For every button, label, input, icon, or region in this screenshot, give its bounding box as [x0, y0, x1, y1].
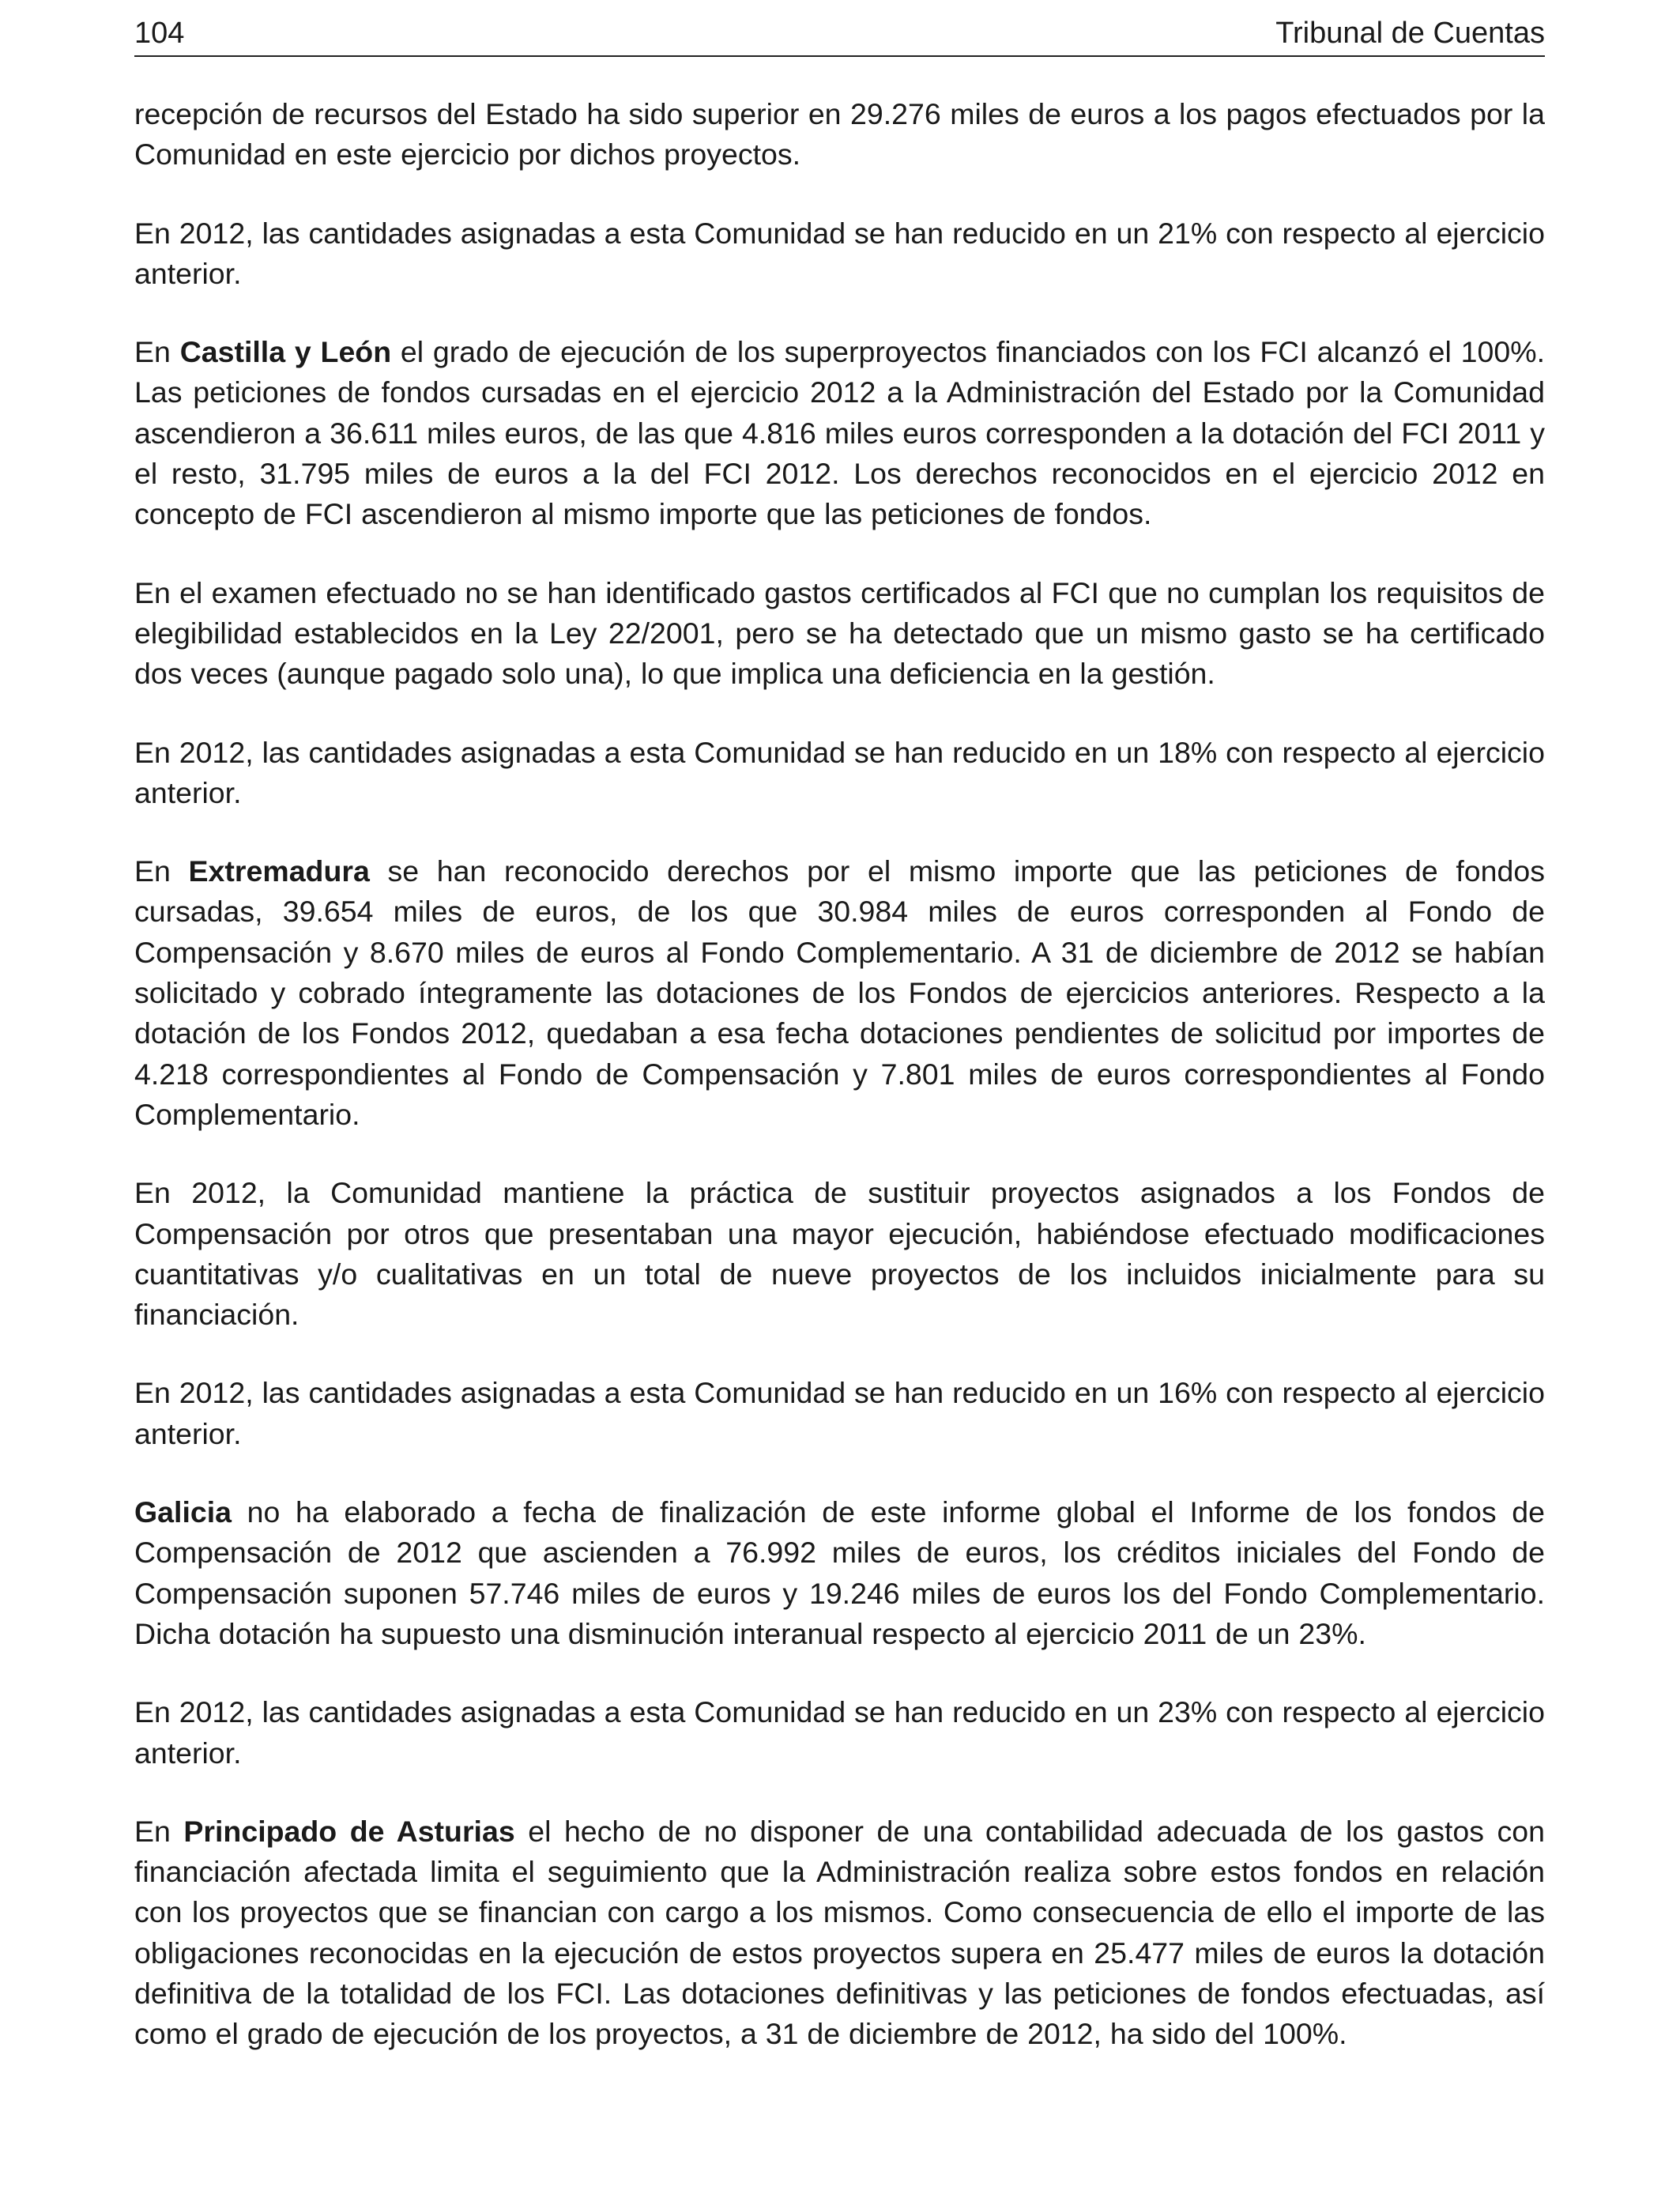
region-name: Castilla y León — [179, 335, 392, 369]
paragraph: En 2012, las cantidades asignadas a esta Comunidad se han reducido en un 23% con respecto al ejercicio anterior. — [134, 1695, 1545, 1770]
paragraph: recepción de recursos del Estado ha sido superior en 29.276 miles de euros a los pagos efectuados por la Comunidad en este ejercicio por dichos proyectos. — [134, 97, 1545, 172]
running-title: Tribunal de Cuentas — [1275, 17, 1545, 50]
region-name: Galicia — [134, 1495, 232, 1529]
region-name: Principado de Asturias — [183, 1814, 515, 1848]
paragraph: En Castilla y León el grado de ejecución de los superproyectos financiados con los FCI alcanzó el 100%. Las peticiones de fondos cursadas en el ejercicio 2012 a la Administración del Estado por la Comunidad ascendieron a 36.611 miles euros, de las que 4.816 miles euros corresponden a la dotación del FCI 2011 y el resto, 31.795 miles de euros a la del FCI 2012. Los derechos reconocidos en el ejercicio 2012 en concepto de FCI ascendieron al mismo importe que las peticiones de fondos. — [134, 335, 1545, 531]
paragraph: En 2012, las cantidades asignadas a esta Comunidad se han reducido en un 16% con respecto al ejercicio anterior. — [134, 1376, 1545, 1450]
paragraph: Galicia no ha elaborado a fecha de finalización de este informe global el Informe de los fondos de Compensación de 2012 que ascienden a 76.992 miles de euros, los créditos iniciales del Fondo de Compensación suponen 57.746 miles de euros y 19.246 miles de euros los del Fondo Complementario. Dicha dotación ha supuesto una disminución interanual respecto al ejercicio 2011 de un 23%. — [134, 1495, 1545, 1650]
paragraph: En Principado de Asturias el hecho de no disponer de una contabilidad adecuada de los gastos con financiación afectada limita el seguimiento que la Administración realiza sobre estos fondos en relación con los proyectos que se financian con cargo a los mismos. Como consecuencia de ello el importe de las obligaciones reconocidas en la ejecución de estos proyectos supera en 25.477 miles de euros la dotación definitiva de la totalidad de los FCI. Las dotaciones definitivas y las peticiones de fondos efectuadas, así como el grado de ejecución de los proyectos, a 31 de diciembre de 2012, ha sido del 100%. — [134, 1814, 1546, 2051]
paragraph: En Extremadura se han reconocido derechos por el mismo importe que las peticiones de fondos cursadas, 39.654 miles de euros, de los que 30.984 miles de euros corresponden al Fondo de Compensación y 8.670 miles de euros al Fondo Complementario. A 31 de diciembre de 2012 se habían solicitado y cobrado íntegramente las dotaciones de los Fondos de ejercicios anteriores. Respecto a la dotación de los Fondos 2012, quedaban a esa fecha dotaciones pendientes de solicitud por importes de 4.218 correspondientes al Fondo de Compensación y 7.801 miles de euros correspondientes al Fondo Complementario. — [134, 854, 1545, 1131]
page-number: 104 — [134, 17, 185, 50]
paragraph: En 2012, las cantidades asignadas a esta Comunidad se han reducido en un 18% con respecto al ejercicio anterior. — [134, 735, 1545, 809]
body-text — [134, 94, 1545, 2093]
paragraph: En 2012, la Comunidad mantiene la práctica de sustituir proyectos asignados a los Fondos de Compensación por otros que presentaban una mayor ejecución, habiéndose efectuado modificaciones cuantitativas y/o cualitativas en un total de nueve proyectos de los incluidos inicialmente para su financiación. — [134, 1176, 1545, 1332]
page-header — [134, 11, 1545, 57]
paragraph: En el examen efectuado no se han identificado gastos certificados al FCI que no cumplan los requisitos de elegibilidad establecidos en la Ley 22/2001, pero se ha detectado que un mismo gasto se ha certificado dos veces (aunque pagado solo una), lo que implica una deficiencia en la gestión. — [134, 575, 1545, 691]
paragraph: En 2012, las cantidades asignadas a esta Comunidad se han reducido en un 21% con respecto al ejercicio anterior. — [134, 216, 1545, 290]
region-name: Extremadura — [188, 854, 370, 888]
